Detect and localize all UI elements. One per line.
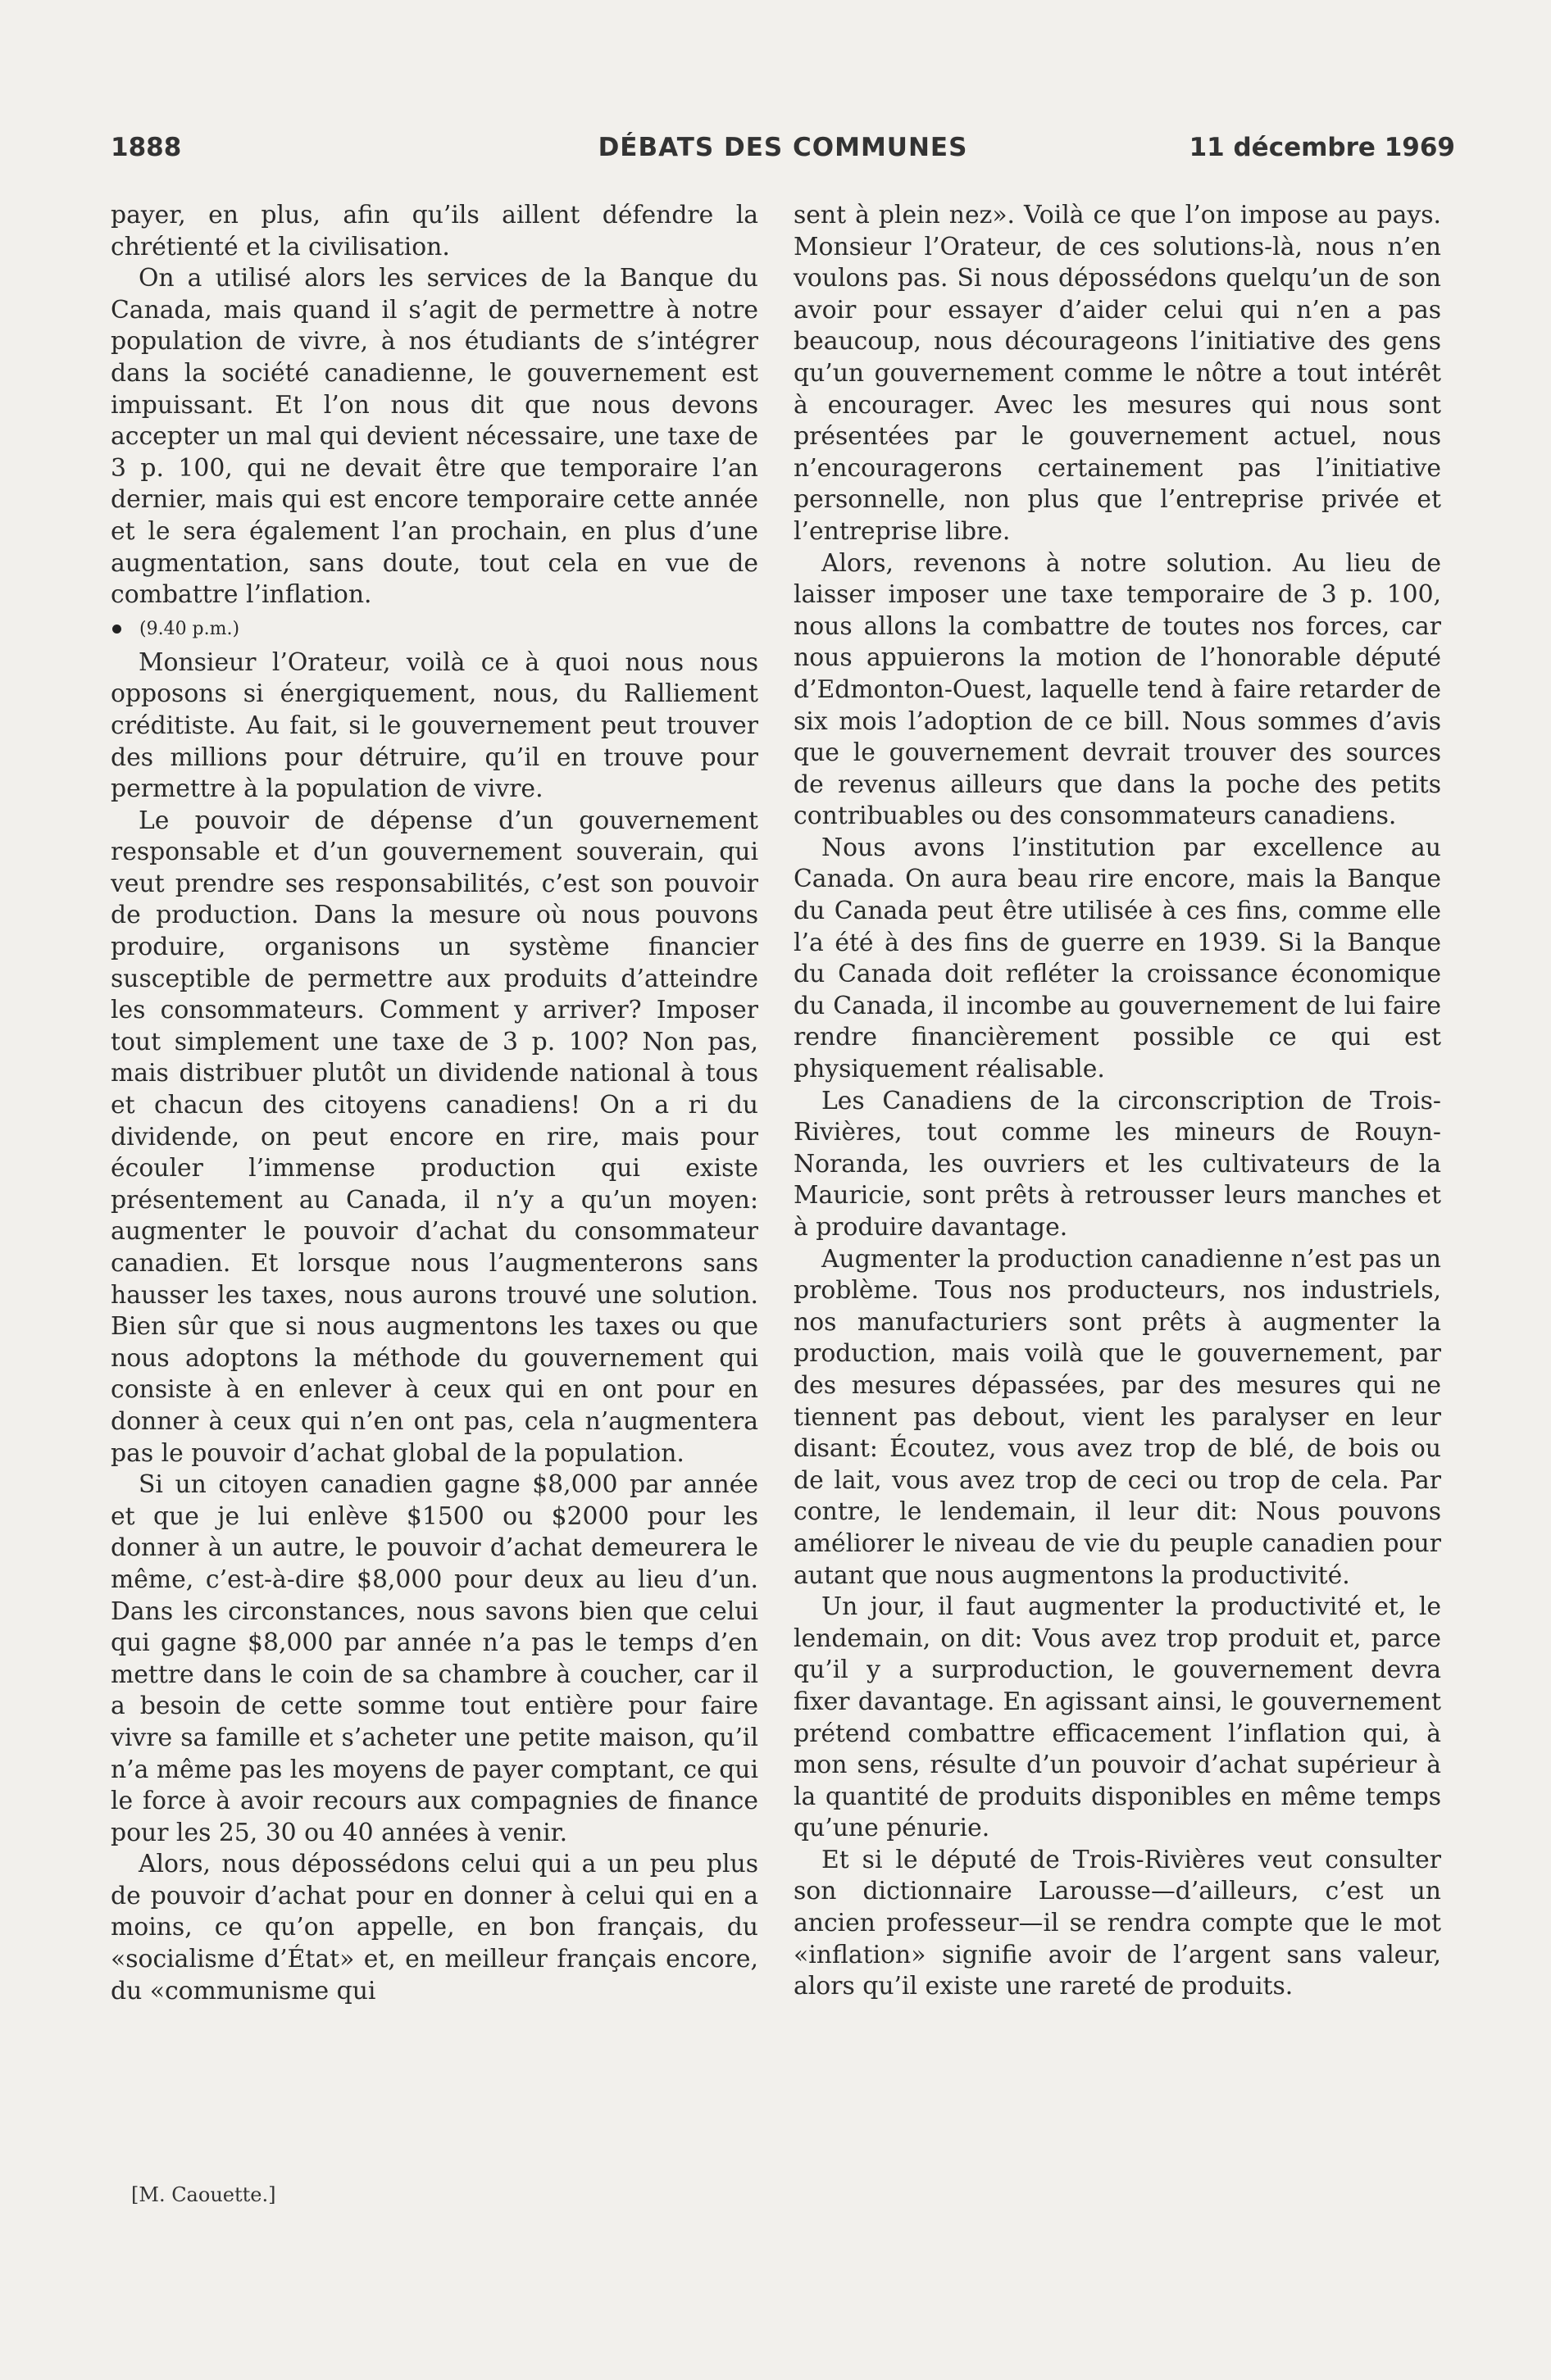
publication-date: 11 décembre 1969	[1189, 133, 1455, 162]
paragraph: Et si le député de Trois-Rivières veut consulter son dictionnaire Larousse—d’ailleurs, c’est un ancien professeur—il se rendra compte que le mot «inflation» signifie avoir de l’argent sans valeur, alors qu’il existe une rareté de produits.	[794, 1845, 1441, 2001]
bullet-icon	[112, 625, 121, 634]
paragraph: Monsieur l’Orateur, voilà ce à quoi nous nous opposons si énergiquement, nous, du Ralliement créditiste. Au fait, si le gouvernement peut trouver des millions pour détruire, qu’il en trouve pour permettre à la population de vivre.	[111, 647, 758, 804]
speaker-attribution: [M. Caouette.]	[131, 2183, 276, 2206]
paragraph: Si un citoyen canadien gagne $8,000 par année et que je lui enlève $1500 ou $2000 pour les donner à un autre, le pouvoir d’achat demeurera le même, c’est-à-dire $8,000 pour deux au lieu d’un. Dans les circonstances, nous savons bien que celui qui gagne $8,000 par année n’a pas le temps d’en mettre dans le coin de sa chambre à coucher, car il a besoin de cette somme tout entière pour faire vivre sa famille et s’acheter une petite maison, qu’il n’a même pas les moyens de payer comptant, ce qui le force à avoir recours aux compagnies de finance pour les 25, 30 ou 40 années à venir.	[111, 1470, 758, 1847]
left-column	[111, 200, 758, 2007]
paragraph: Un jour, il faut augmenter la productivité et, le lendemain, on dit: Vous avez trop produit et, parce qu’il y a surproduction, le gouvernement devra fixer davantage. En agissant ainsi, le gouvernement prétend combattre efficacement l’inflation qui, à mon sens, résulte d’un pouvoir d’achat supérieur à la quantité de produits disponibles en même temps qu’une pénurie.	[794, 1592, 1441, 1843]
page-header	[111, 125, 1455, 170]
paragraph: Augmenter la production canadienne n’est pas un problème. Tous nos producteurs, nos industriels, nos manufacturiers sont prêts à augmenter la production, mais voilà que le gouvernement, par des mesures dépassées, par des mesures qui ne tiennent pas debout, vient les paralyser en leur disant: Écoutez, vous avez trop de blé, de bois ou de lait, vous avez trop de ceci ou trop de cela. Par contre, le lendemain, il leur dit: Nous pouvons améliorer le niveau de vie du peuple canadien pour autant que nous augmentons la productivité.	[794, 1244, 1441, 1590]
paragraph: Le pouvoir de dépense d’un gouvernement responsable et d’un gouvernement souverain, qui veut prendre ses responsabilités, c’est son pouvoir de production. Dans la mesure où nous pouvons produire, organisons un système financier susceptible de permettre aux produits d’atteindre les consommateurs. Comment y arriver? Imposer tout simplement une taxe de 3 p. 100? Non pas, mais distribuer plutôt un dividende national à tous et chacun des citoyens canadiens! On a ri du dividende, on peut encore en rire, mais pour écouler l’immense production qui existe présentement au Canada, il n’y a qu’un moyen: augmenter le pouvoir d’achat du consommateur canadien. Et lorsque nous l’augmenterons sans hausser les taxes, nous aurons trouvé une solution. Bien sûr que si nous augmentons les taxes ou que nous adoptons la méthode du gouvernement qui consiste à en enlever à ceux qui en ont pour en donner à ceux qui n’en ont pas, cela n’augmentera pas le pouvoir d’achat global de la population.	[111, 806, 758, 1468]
right-column	[794, 200, 1441, 2003]
paragraph: Nous avons l’institution par excellence au Canada. On aura beau rire encore, mais la Banque du Canada peut être utilisée à ces fins, comme elle l’a été à des fins de guerre en 1939. Si la Banque du Canada doit refléter la croissance économique du Canada, il incombe au gouvernement de lui faire rendre financièrement possible ce qui est physiquement réalisable.	[794, 833, 1441, 1084]
time-marker	[112, 611, 758, 647]
time-stamp: (9.40 p.m.)	[139, 618, 240, 639]
paragraph: payer, en plus, afin qu’ils aillent défendre la chrétienté et la civilisation.	[111, 201, 758, 261]
paragraph: Alors, revenons à notre solution. Au lieu de laisser imposer une taxe temporaire de 3 p. 100, nous allons la combattre de toutes nos forces, car nous appuierons la motion de l’honorable député d’Edmonton-Ouest, laquelle tend à faire retarder de six mois l’adoption de ce bill. Nous sommes d’avis que le gouvernement devrait trouver des sources de revenus ailleurs que dans la poche des petits contribuables ou des consommateurs canadiens.	[794, 548, 1441, 831]
paragraph: Alors, nous dépossédons celui qui a un peu plus de pouvoir d’achat pour en donner à celui qui en a moins, ce qu’on appelle, en bon français, du «socialisme d’État» et, en meilleur français encore, du «communisme qui	[111, 1850, 758, 2005]
paragraph: On a utilisé alors les services de la Banque du Canada, mais quand il s’agit de permettre à notre population de vivre, à nos étudiants de s’intégrer dans la société canadienne, le gouvernement est impuissant. Et l’on nous dit que nous devons accepter un mal qui devient nécessaire, une taxe de 3 p. 100, qui ne devait être que temporaire l’an dernier, mais qui est encore temporaire cette année et le sera également l’an prochain, en plus d’une augmentation, sans doute, tout cela en vue de combattre l’inflation.	[111, 264, 758, 610]
paragraph: Les Canadiens de la circonscription de Trois-Rivières, tout comme les mineurs de Rouyn-Noranda, les ouvriers et les cultivateurs de la Mauricie, sont prêts à retrousser leurs manches et à produire davantage.	[794, 1086, 1441, 1242]
paragraph: sent à plein nez». Voilà ce que l’on impose au pays. Monsieur l’Orateur, de ces solutions-là, nous n’en voulons pas. Si nous dépossédons quelqu’un de son avoir pour essayer d’aider celui qui n’en a pas beaucoup, nous décourageons l’initiative des gens qu’un gouvernement comme le nôtre a tout intérêt à encourager. Avec les mesures qui nous sont présentées par le gouvernement actuel, nous n’encouragerons certainement pas l’initiative personnelle, non plus que l’entreprise privée et l’entreprise libre.	[794, 201, 1441, 546]
publication-title: DÉBATS DES COMMUNES	[598, 133, 968, 162]
page-number: 1888	[111, 133, 182, 162]
